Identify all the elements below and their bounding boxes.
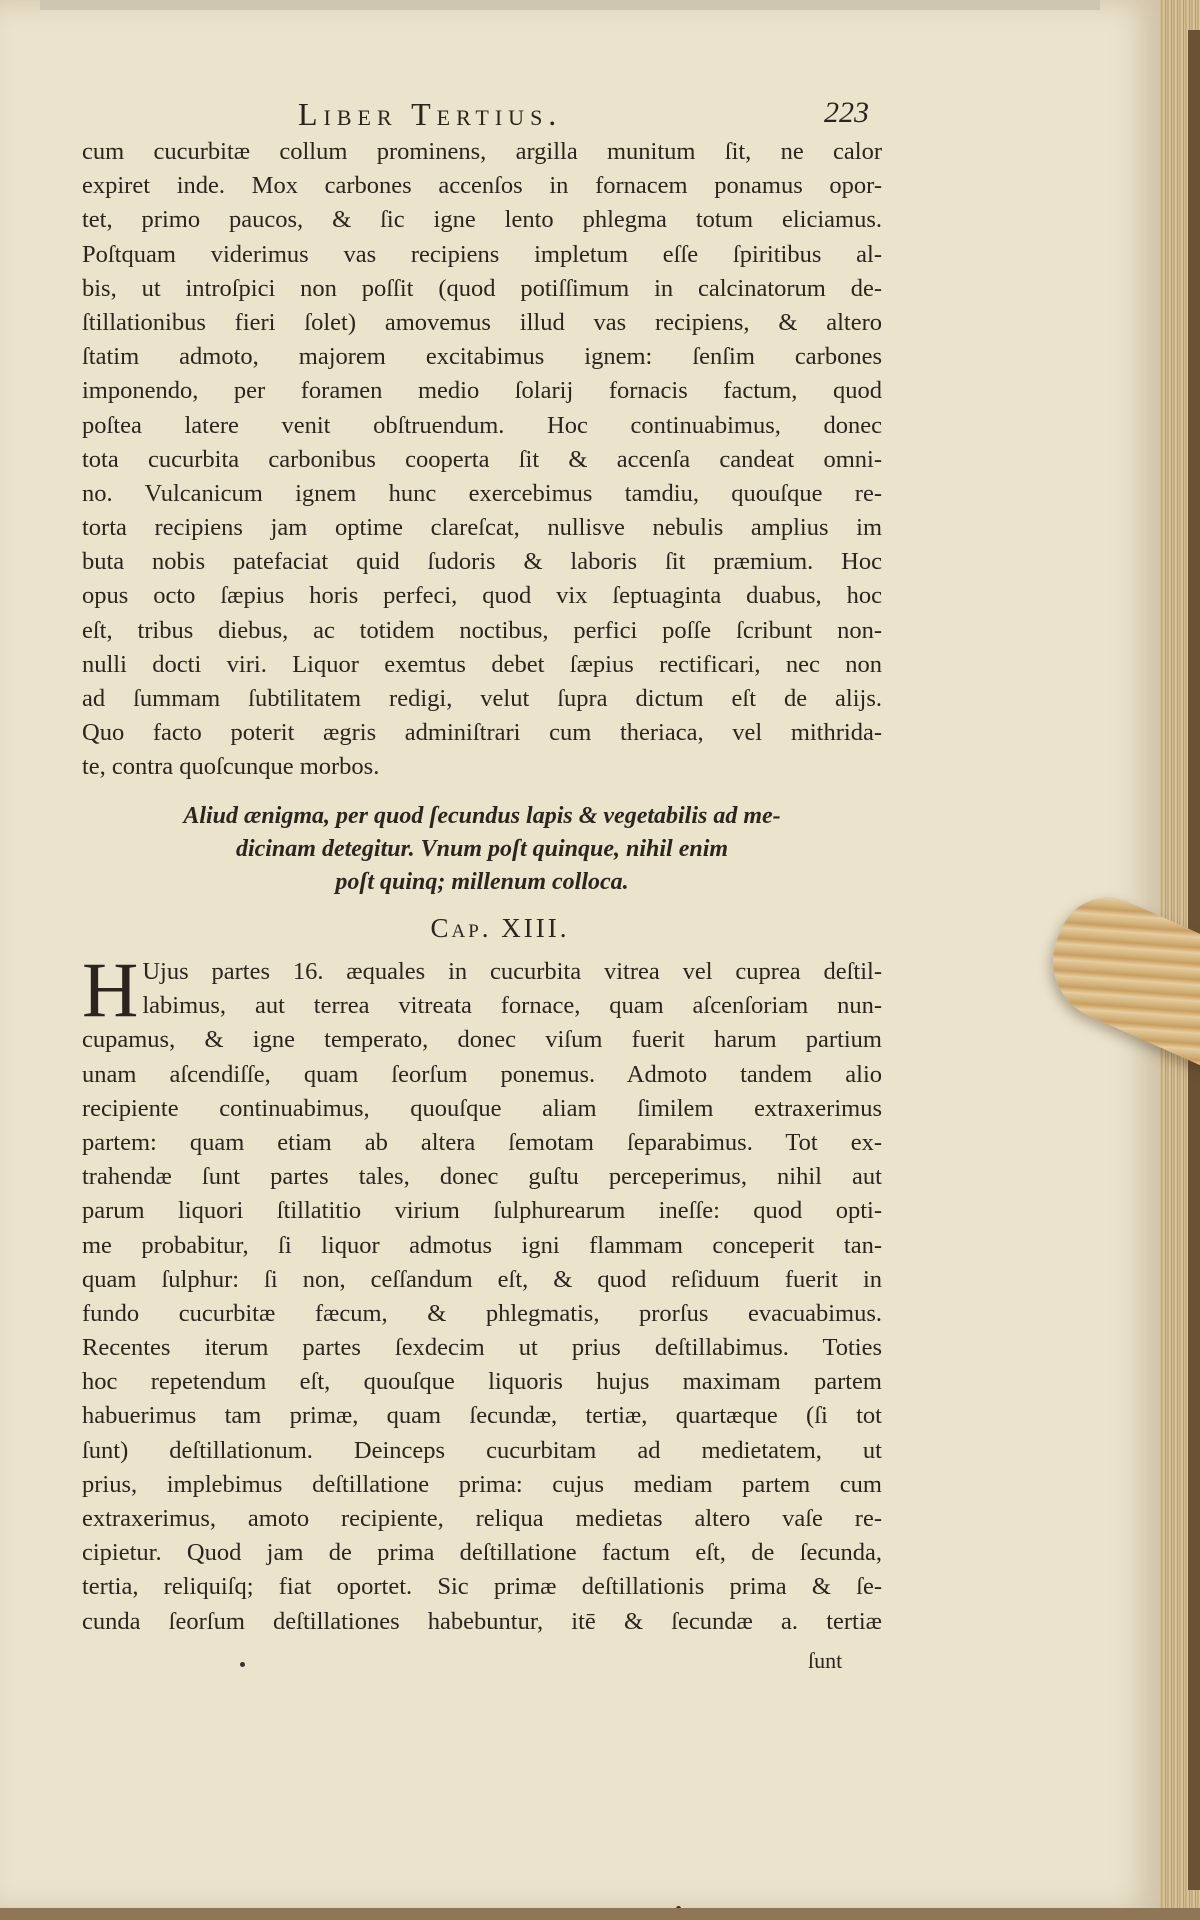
text-line: Recentes iterum partes ſexdecim ut prius deſtillabimus. Toties: [82, 1334, 882, 1362]
text-line: parum liquori ſtillatitio virium ſulphurearum ineſſe: quod opti-: [82, 1197, 882, 1225]
heading-line: poſt quinq; millenum colloca.: [335, 869, 629, 895]
text-line: cum cucurbitæ collum prominens, argilla munitum ſit, ne calor: [82, 138, 882, 165]
text-line: extraxerimus, amoto recipiente, reliqua medietas altero vaſe re-: [82, 1505, 882, 1532]
chapter-paragraph: [82, 946, 882, 1639]
text-line: cipietur. Quod jam de prima deſtillatione factum eſt, de ſecunda,: [82, 1539, 882, 1567]
heading-line: Aliud ænigma, per quod ſecundus lapis & vegetabilis ad me-: [183, 803, 781, 829]
drop-cap: H: [82, 946, 139, 1033]
text-line: poſtea latere venit obſtruendum. Hoc continuabimus, donec: [82, 411, 882, 439]
text-line: tet, primo paucos, & ſic igne lento phlegma totum eliciamus.: [82, 206, 882, 234]
text-line: trahendæ ſunt partes tales, donec guſtu perceperimus, nihil aut: [82, 1163, 882, 1191]
text-line: tertia, reliquiſq; fiat oportet. Sic primæ deſtillationis prima & ſe-: [82, 1573, 882, 1601]
text-line: nulli docti viri. Liquor exemtus debet ſæpius rectificari, nec non: [82, 650, 882, 678]
ink-speck: [240, 1662, 245, 1667]
text-line: me probabitur, ſi liquor admotus igni flammam conceperit tan-: [82, 1231, 882, 1259]
running-title: Liber Tertius.: [298, 96, 563, 132]
text-line: te, contra quoſcunque morbos.: [82, 753, 380, 781]
text-line: bis, ut introſpici non poſſit (quod potiſſimum in calcinatorum de-: [82, 274, 882, 302]
text-line: ſunt) deſtillationum. Deinceps cucurbitam ad medietatem, ut: [82, 1436, 882, 1464]
text-line: imponendo, per foramen medio ſolarij fornacis factum, quod: [82, 377, 882, 405]
text-line: torta recipiens jam optime clareſcat, nullisve nebulis amplius im: [82, 514, 882, 542]
chapter-label: Cap. XIII.: [430, 913, 570, 943]
text-line: recipiente continuabimus, quouſque aliam ſimilem extraxerimus: [82, 1094, 882, 1122]
text-line: buta nobis patefaciat quid ſudoris & laboris ſit præmium. Hoc: [82, 548, 882, 576]
text-line: expiret inde. Mox carbones accenſos in fornacem ponamus opor-: [82, 172, 882, 200]
text-line: prius, implebimus deſtillatione prima: cujus mediam partem cum: [82, 1470, 882, 1498]
page-top-edge: [40, 0, 1100, 10]
text-line: opus octo ſæpius horis perfeci, quod vix ſeptuaginta duabus, hoc: [82, 582, 882, 610]
text-line: tota cucurbita carbonibus cooperta ſit & accenſa candeat omni-: [82, 445, 882, 473]
text-line: partem: quam etiam ab altera ſemotam ſeparabimus. Tot ex-: [82, 1128, 882, 1156]
text-line: eſt, tribus diebus, ac totidem noctibus, perfici poſſe ſcribunt non-: [82, 616, 882, 644]
running-head: [0, 96, 1160, 136]
text-line: cupamus, & igne temperato, donec viſum fuerit harum partium: [82, 1026, 882, 1054]
text-line: ſtillationibus fieri ſolet) amovemus illud vas recipiens, & altero: [82, 308, 882, 336]
heading-line: dicinam detegitur. Vnum poſt quinque, nihil enim: [235, 836, 729, 862]
text-line: Ujus partes 16. æquales in cucurbita vitrea vel cuprea deſtil-: [142, 958, 882, 985]
page-bottom-shadow: [0, 1908, 1200, 1920]
text-line: Poſtquam viderimus vas recipiens impletum eſſe ſpiritibus al-: [82, 240, 882, 268]
text-line: habuerimus tam primæ, quam ſecundæ, tertiæ, quartæque (ſi tot: [82, 1402, 882, 1430]
text-line: ſtatim admoto, majorem excitabimus ignem: ſenſim carbones: [82, 343, 882, 371]
catchword: ſunt: [808, 1648, 843, 1673]
text-line: hoc repetendum eſt, quouſque liquoris hujus maximam partem: [82, 1368, 882, 1396]
text-line: no. Vulcanicum ignem hunc exercebimus tamdiu, quouſque re-: [82, 479, 882, 507]
text-line: cunda ſeorſum deſtillationes habebuntur, itē & ſecundæ a. tertiæ: [82, 1607, 882, 1635]
text-line: labimus, aut terrea vitreata fornace, quam aſcenſoriam nun-: [142, 992, 882, 1020]
page-number: 223: [824, 96, 869, 129]
body-paragraph: [82, 135, 882, 785]
text-line: fundo cucurbitæ fæcum, & phlegmatis, prorſus evacuabimus.: [82, 1299, 882, 1327]
text-line: quam ſulphur: ſi non, ceſſandum eſt, & quod reſiduum fuerit in: [82, 1265, 882, 1293]
text-line: unam aſcendiſſe, quam ſeorſum ponemus. Admoto tandem alio: [82, 1060, 882, 1088]
chapter-heading: [72, 800, 892, 899]
text-line: Quo facto poterit ægris adminiſtrari cum theriaca, vel mithrida-: [82, 719, 882, 747]
text-line: ad ſummam ſubtilitatem redigi, velut ſupra dictum eſt de alijs.: [82, 685, 882, 712]
